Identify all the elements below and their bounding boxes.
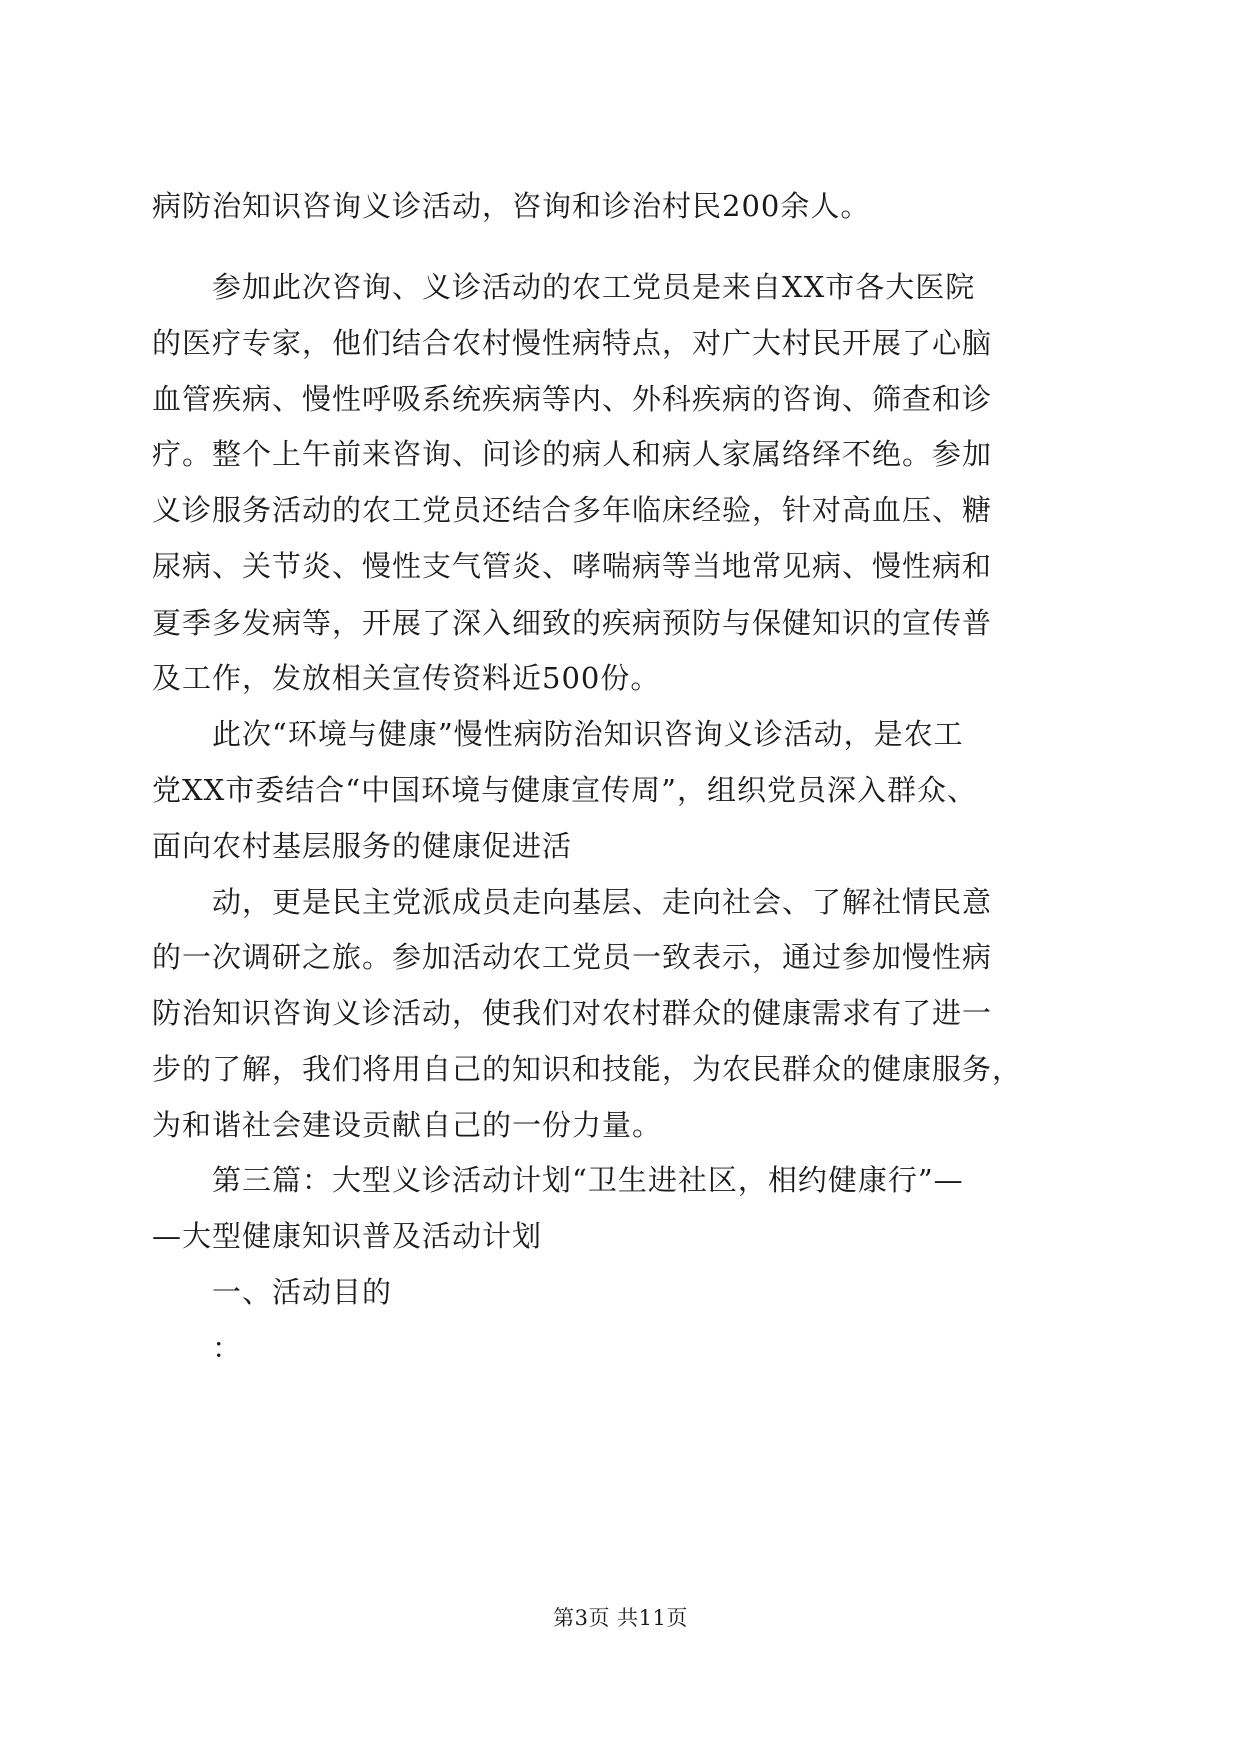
text-line-17: 为和谐社会建设贡献自己的一份力量。 xyxy=(152,1108,663,1142)
text-line-2: 参加此次咨询、义诊活动的农工党员是来自XX市各大医院 xyxy=(212,270,976,304)
text-line-colon: ： xyxy=(212,1331,243,1365)
text-line-16: 步的了解，我们将用自己的知识和技能，为农民群众的健康服务， xyxy=(152,1052,1023,1086)
text-line-9: 及工作，发放相关宣传资料近500份。 xyxy=(152,661,661,695)
text-line-15: 防治知识咨询义诊活动，使我们对农村群众的健康需求有了进一 xyxy=(152,996,993,1030)
section-heading: 一、活动目的 xyxy=(212,1275,393,1309)
text-line-11: 党XX市委结合“中国环境与健康宣传周”，组织党员深入群众、 xyxy=(152,773,977,807)
page-footer: 第3页 共11页 xyxy=(553,1606,688,1630)
text-line-10: 此次“环境与健康”慢性病防治知识咨询义诊活动，是农工 xyxy=(212,717,964,751)
text-line-19: —大型健康知识普及活动计划 xyxy=(152,1219,543,1253)
text-line-7: 尿病、关节炎、慢性支气管炎、哮喘病等当地常见病、慢性病和 xyxy=(152,549,993,583)
text-line-13: 动，更是民主党派成员走向基层、走向社会、了解社情民意 xyxy=(212,885,993,919)
text-line-8: 夏季多发病等，开展了深入细致的疾病预防与保健知识的宣传普 xyxy=(152,606,993,640)
text-line-18: 第三篇：大型义诊活动计划“卫生进社区，相约健康行”— xyxy=(212,1163,964,1197)
text-line-4: 血管疾病、慢性呼吸系统疾病等内、外科疾病的咨询、筛查和诊 xyxy=(152,382,993,416)
text-line-6: 义诊服务活动的农工党员还结合多年临床经验，针对高血压、糖 xyxy=(152,493,993,527)
text-line-3: 的医疗专家，他们结合农村慢性病特点，对广大村民开展了心脑 xyxy=(152,326,993,360)
text-line-12: 面向农村基层服务的健康促进活 xyxy=(152,829,573,863)
text-line-14: 的一次调研之旅。参加活动农工党员一致表示，通过参加慢性病 xyxy=(152,940,993,974)
text-line-1: 病防治知识咨询义诊活动，咨询和诊治村民200余人。 xyxy=(152,189,871,223)
text-line-5: 疗。整个上午前来咨询、问诊的病人和病人家属络绎不绝。参加 xyxy=(152,437,993,471)
